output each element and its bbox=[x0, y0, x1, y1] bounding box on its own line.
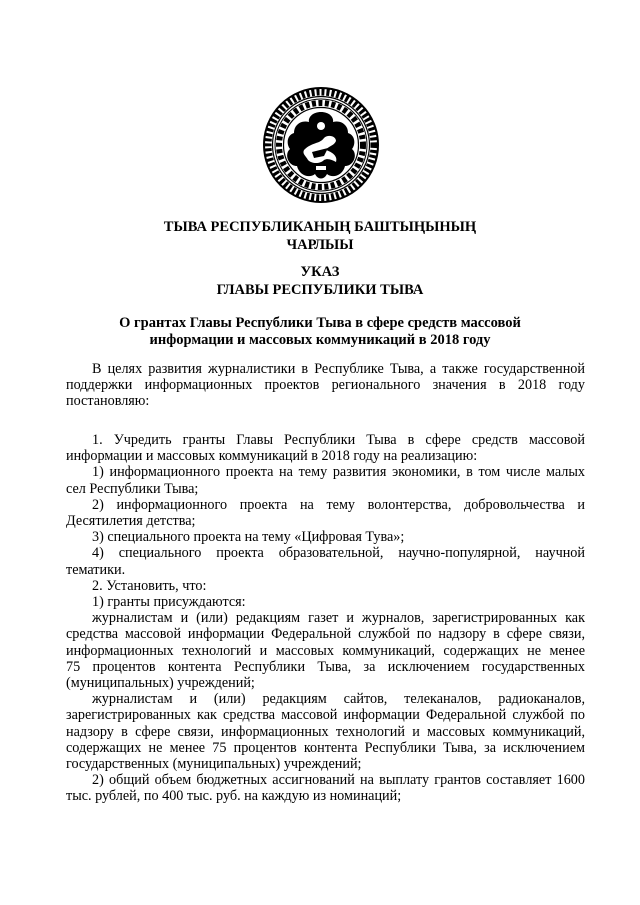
header-ukaz: УКАЗ bbox=[300, 264, 340, 280]
paragraph-2: 2. Установить, что: bbox=[92, 577, 207, 594]
journalists-media-line-5: государственных (муниципальных) учреждений; bbox=[66, 756, 362, 773]
paragraph-1-line-2: информации и массовых коммуникаций в 2018 году на реализацию: bbox=[66, 448, 478, 465]
journalists-media-line-3: надзору в сфере связи, информационных технологий и массовых коммуникаций, bbox=[66, 723, 585, 740]
item-2-line-1: 2) информационного проекта на тему волонтерства, добровольчества и bbox=[92, 496, 585, 513]
journalists-media-line-2: зарегистрированных как средства массовой информации Федеральной службой по bbox=[66, 707, 585, 724]
paragraph-1-line-1: 1. Учредить гранты Главы Республики Тыва в сфере средств массовой bbox=[92, 432, 585, 448]
preamble-line-1: В целях развития журналистики в Республике Тыва, а также государственной bbox=[92, 361, 585, 377]
item-1-line-1: 1) информационного проекта на тему развития экономики, в том числе малых bbox=[92, 464, 585, 481]
preamble bbox=[66, 361, 585, 410]
item-2-line-2: Десятилетия детства; bbox=[66, 513, 196, 530]
header-line-3: ГЛАВЫ РЕСПУБЛИКИ ТЫВА bbox=[216, 282, 424, 298]
paragraph-2-item-2-line-2: тыс. рублей, по 400 тыс. руб. на каждую из номинаций; bbox=[66, 788, 402, 805]
tuva-emblem bbox=[262, 86, 380, 204]
title-line-2: информации и массовых коммуникаций в 2018 году bbox=[149, 332, 491, 348]
header-line-1: ТЫВА РЕСПУБЛИКАНЫҢ БАШТЫҢЫНЫҢ bbox=[163, 219, 477, 235]
journalists-newspapers-line-4: 75 процентов контента Республики Тыва, за исключением государственных bbox=[66, 658, 585, 675]
journalists-newspapers-line-5: (муниципальных) учреждений; bbox=[66, 675, 255, 692]
journalists-newspapers-line-1: журналистам и (или) редакциям газет и журналов, зарегистрированных как bbox=[92, 610, 585, 627]
journalists-newspapers-line-2: средства массовой информации Федеральной службой по надзору в сфере связи, bbox=[66, 626, 585, 643]
title-line-1: О грантах Главы Республики Тыва в сфере средств массовой bbox=[119, 315, 521, 331]
decree-body bbox=[66, 432, 585, 805]
item-3: 3) специального проекта на тему «Цифровая Тува»; bbox=[92, 529, 405, 546]
journalists-newspapers-line-3: информационных технологий и массовых коммуникаций, содержащих не менее bbox=[66, 642, 585, 659]
journalists-media-line-1: журналистам и (или) редакциям сайтов, телеканалов, радиоканалов, bbox=[92, 691, 585, 708]
journalists-media-line-4: содержащих не менее 75 процентов контента Республики Тыва, за исключением bbox=[66, 739, 585, 756]
item-4-line-2: тематики. bbox=[66, 561, 126, 578]
item-4-line-1: 4) специального проекта образовательной, научно-популярной, научной bbox=[92, 545, 585, 562]
paragraph-2-item-1: 1) гранты присуждаются: bbox=[92, 594, 246, 611]
header-line-2: ЧАРЛЫЫ bbox=[286, 237, 354, 253]
item-1-line-2: сел Республики Тыва; bbox=[66, 480, 199, 497]
paragraph-2-item-2-line-1: 2) общий объем бюджетных ассигнований на выплату грантов составляет 1600 bbox=[92, 772, 585, 789]
preamble-line-3: постановляю: bbox=[66, 393, 150, 410]
preamble-line-2: поддержки информационных проектов регионального значения в 2018 году bbox=[66, 377, 585, 394]
